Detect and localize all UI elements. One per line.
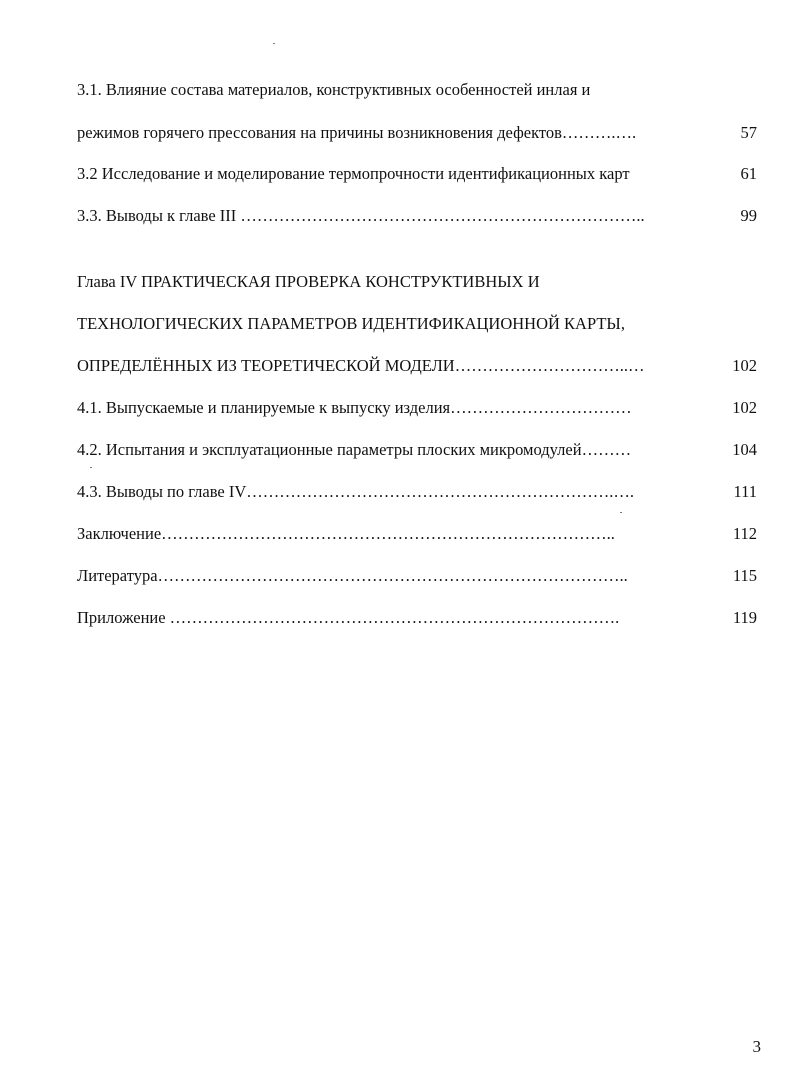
scan-speck: [90, 467, 92, 468]
toc-entry-3-2: 3.2 Исследование и моделирование термопрочности идентификационных карт: [77, 164, 630, 183]
toc-chapter-4-line-3: ОПРЕДЕЛЁННЫХ ИЗ ТЕОРЕТИЧЕСКОЙ МОДЕЛИ…………………………..…: [77, 356, 645, 375]
toc-entry-4-2-page: 104: [732, 440, 757, 459]
toc-chapter-4-page: 102: [732, 356, 757, 375]
scan-speck: [620, 512, 622, 513]
toc-entry-4-3-page: 111: [733, 482, 757, 501]
page-number: 3: [752, 1037, 761, 1056]
toc-entry-appendix: Приложение ……………………………………………………………………….: [77, 608, 620, 627]
toc-entry-3-1-line-2: режимов горячего прессования на причины возникновения дефектов……….….: [77, 123, 637, 142]
toc-entry-literature-page: 115: [732, 566, 757, 585]
toc-entry-3-2-page: 61: [740, 164, 757, 183]
toc-entry-3-3-page: 99: [740, 206, 757, 225]
toc-entry-conclusion-page: 112: [732, 524, 757, 543]
toc-entry-literature: Литература…………………………………………………………………………..: [77, 566, 628, 585]
scan-speck: [273, 43, 275, 44]
toc-entry-4-2: 4.2. Испытания и эксплуатационные параметры плоских микромодулей………: [77, 440, 632, 459]
toc-entry-4-3: 4.3. Выводы по главе IV………………………………………………………….….: [77, 482, 635, 501]
toc-chapter-4-line-1: Глава IV ПРАКТИЧЕСКАЯ ПРОВЕРКА КОНСТРУКТИВНЫХ И: [77, 272, 540, 291]
toc-entry-4-1-page: 102: [732, 398, 757, 417]
toc-entry-conclusion: Заключение………………………………………………………………………..: [77, 524, 615, 543]
toc-entry-3-1-page: 57: [740, 123, 757, 142]
toc-chapter-4-line-2: ТЕХНОЛОГИЧЕСКИХ ПАРАМЕТРОВ ИДЕНТИФИКАЦИОННОЙ КАРТЫ,: [77, 314, 625, 333]
toc-entry-3-1-line-1: 3.1. Влияние состава материалов, конструктивных особенностей инлая и: [77, 80, 591, 99]
toc-entry-3-3: 3.3. Выводы к главе III ………………………………………………………………..: [77, 206, 645, 225]
toc-entry-appendix-page: 119: [732, 608, 757, 627]
toc-entry-4-1: 4.1. Выпускаемые и планируемые к выпуску изделия……………………………: [77, 398, 632, 417]
